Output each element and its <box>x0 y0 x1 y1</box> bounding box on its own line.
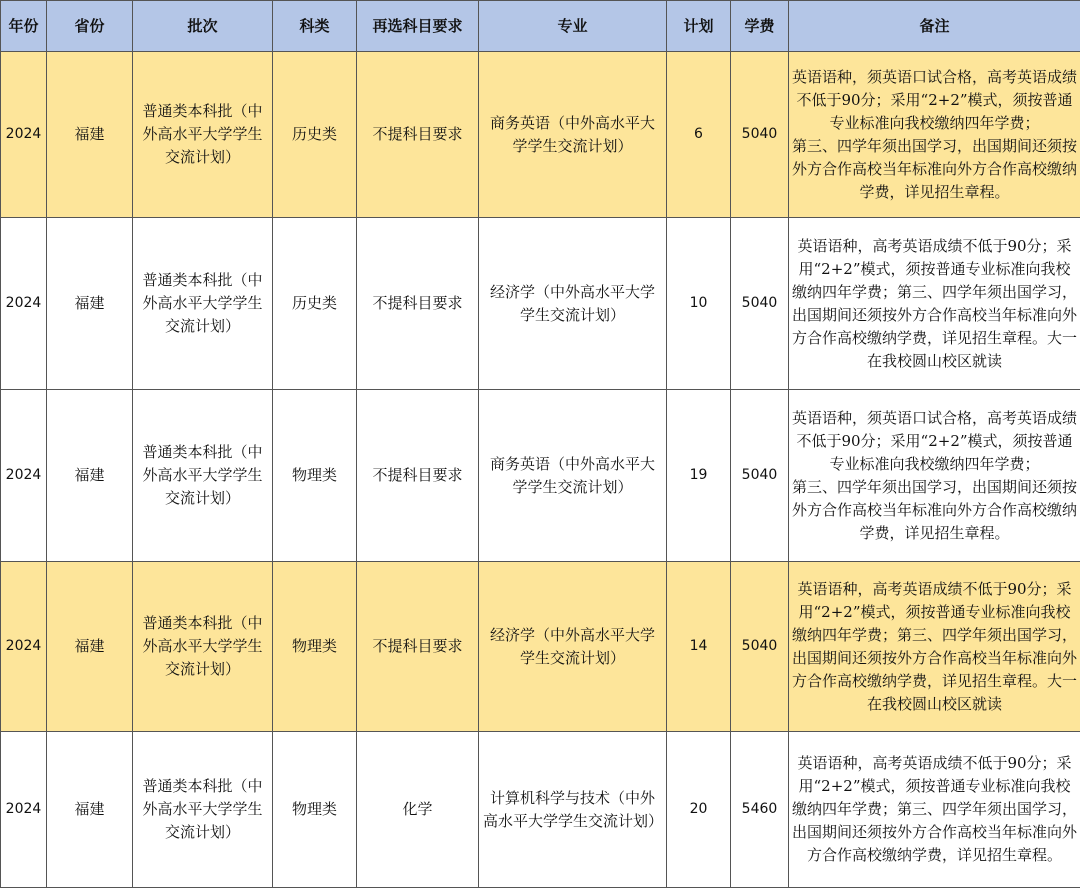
cell-year: 2024 <box>1 218 47 390</box>
header-row <box>1 1 1080 52</box>
cell-province: 福建 <box>47 218 133 390</box>
cell-major: 经济学（中外高水平大学学生交流计划） <box>479 562 667 732</box>
cell-fee: 5460 <box>731 732 789 888</box>
table-row <box>1 52 1080 218</box>
header-major: 专业 <box>479 1 667 52</box>
cell-batch: 普通类本科批（中外高水平大学学生交流计划） <box>133 218 273 390</box>
cell-plan: 6 <box>667 52 731 218</box>
cell-note: 英语语种，高考英语成绩不低于90分；采用“2+2”模式，须按普通专业标准向我校缴纳四年学费；第三、四学年须出国学习，出国期间还须按外方合作高校当年标准向外方合作高校缴纳学费，详见招生章程。 <box>789 732 1080 888</box>
header-subject-requirement: 再选科目要求 <box>357 1 479 52</box>
header-category: 科类 <box>273 1 357 52</box>
cell-subject-requirement: 不提科目要求 <box>357 562 479 732</box>
cell-category: 历史类 <box>273 218 357 390</box>
table-row <box>1 218 1080 390</box>
cell-province: 福建 <box>47 732 133 888</box>
cell-fee: 5040 <box>731 390 789 562</box>
cell-subject-requirement: 不提科目要求 <box>357 390 479 562</box>
cell-plan: 14 <box>667 562 731 732</box>
cell-major: 商务英语（中外高水平大学学生交流计划） <box>479 390 667 562</box>
cell-fee: 5040 <box>731 562 789 732</box>
table-row <box>1 562 1080 732</box>
cell-major: 商务英语（中外高水平大学学生交流计划） <box>479 52 667 218</box>
cell-category: 物理类 <box>273 562 357 732</box>
cell-year: 2024 <box>1 562 47 732</box>
cell-batch: 普通类本科批（中外高水平大学学生交流计划） <box>133 732 273 888</box>
cell-year: 2024 <box>1 52 47 218</box>
cell-province: 福建 <box>47 390 133 562</box>
cell-category: 历史类 <box>273 52 357 218</box>
cell-batch: 普通类本科批（中外高水平大学学生交流计划） <box>133 52 273 218</box>
cell-batch: 普通类本科批（中外高水平大学学生交流计划） <box>133 562 273 732</box>
cell-major: 计算机科学与技术（中外高水平大学学生交流计划） <box>479 732 667 888</box>
cell-province: 福建 <box>47 562 133 732</box>
header-year: 年份 <box>1 1 47 52</box>
cell-note: 英语语种，高考英语成绩不低于90分；采用“2+2”模式，须按普通专业标准向我校缴纳四年学费；第三、四学年须出国学习，出国期间还须按外方合作高校当年标准向外方合作高校缴纳学费，详见招生章程。大一在我校圆山校区就读 <box>789 562 1080 732</box>
header-fee: 学费 <box>731 1 789 52</box>
cell-plan: 20 <box>667 732 731 888</box>
cell-fee: 5040 <box>731 52 789 218</box>
cell-note: 英语语种，须英语口试合格，高考英语成绩不低于90分；采用“2+2”模式，须按普通专业标准向我校缴纳四年学费； 第三、四学年须出国学习，出国期间还须按外方合作高校当年标准向外方合作高校缴纳学费，详见招生章程。 <box>789 390 1080 562</box>
cell-year: 2024 <box>1 732 47 888</box>
header-batch: 批次 <box>133 1 273 52</box>
cell-category: 物理类 <box>273 732 357 888</box>
cell-note: 英语语种，须英语口试合格，高考英语成绩不低于90分；采用“2+2”模式，须按普通专业标准向我校缴纳四年学费； 第三、四学年须出国学习，出国期间还须按外方合作高校当年标准向外方合作高校缴纳学费，详见招生章程。 <box>789 52 1080 218</box>
cell-subject-requirement: 不提科目要求 <box>357 52 479 218</box>
cell-year: 2024 <box>1 390 47 562</box>
cell-category: 物理类 <box>273 390 357 562</box>
cell-province: 福建 <box>47 52 133 218</box>
header-plan: 计划 <box>667 1 731 52</box>
cell-fee: 5040 <box>731 218 789 390</box>
table-row <box>1 390 1080 562</box>
cell-plan: 19 <box>667 390 731 562</box>
header-province: 省份 <box>47 1 133 52</box>
header-note: 备注 <box>789 1 1080 52</box>
cell-subject-requirement: 不提科目要求 <box>357 218 479 390</box>
cell-note: 英语语种，高考英语成绩不低于90分；采用“2+2”模式，须按普通专业标准向我校缴纳四年学费；第三、四学年须出国学习，出国期间还须按外方合作高校当年标准向外方合作高校缴纳学费，详见招生章程。大一在我校圆山校区就读 <box>789 218 1080 390</box>
cell-major: 经济学（中外高水平大学学生交流计划） <box>479 218 667 390</box>
table-row <box>1 732 1080 888</box>
cell-plan: 10 <box>667 218 731 390</box>
cell-subject-requirement: 化学 <box>357 732 479 888</box>
cell-batch: 普通类本科批（中外高水平大学学生交流计划） <box>133 390 273 562</box>
